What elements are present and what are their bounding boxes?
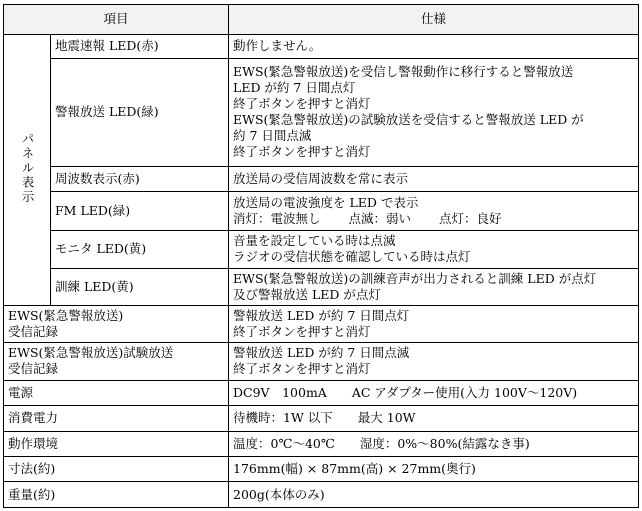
spec-cell: EWS(緊急警報放送)の訓練音声が出力されると訓練 LED が点灯 及び警報放送 LED が点灯 xyxy=(229,268,639,306)
item-cell: 動作環境 xyxy=(4,431,229,456)
fm-levels: 消灯：電波無し 点滅：弱い 点灯：良好 xyxy=(233,211,502,227)
item-cell: FM LED(緑) xyxy=(51,192,229,231)
spec-cell: 放送局の受信周波数を常に表示 xyxy=(229,166,639,191)
spec-cell: 放送局の電波強度を LED で表示 消灯：電波無し 点滅：弱い 点灯：良好 xyxy=(229,192,639,231)
item-cell: EWS(緊急警報放送)試験放送 受信記録 xyxy=(4,342,229,380)
item-cell: EWS(緊急警報放送) 受信記録 xyxy=(4,306,229,343)
spec-cell: EWS(緊急警報放送)を受信し警報動作に移行すると警報放送 LED が約 7 日間点灯 終了ボタンを押すと消灯 EWS(緊急警報放送)の試験放送を受信すると警報放送 LED が 約 7 日間点滅 終了ボタンを押すと消灯 xyxy=(229,58,639,166)
table-row xyxy=(4,342,639,380)
spec-cell: 200g(本体のみ) xyxy=(229,482,639,508)
header-spec: 仕様 xyxy=(229,5,639,35)
table-row xyxy=(4,231,639,269)
item-cell: 周波数表示(赤) xyxy=(51,166,229,191)
header-row xyxy=(4,5,639,35)
spec-cell: 温度：0℃〜40℃ 湿度：0%〜80%(結露なき事) xyxy=(229,431,639,456)
item-cell: モニタ LED(黄) xyxy=(51,231,229,269)
table-row xyxy=(4,268,639,306)
table-row xyxy=(4,34,639,58)
item-cell: 重量(約) xyxy=(4,482,229,508)
table-row xyxy=(4,457,639,482)
item-cell: 訓練 LED(黄) xyxy=(51,268,229,306)
spec-table xyxy=(3,4,639,508)
table-row xyxy=(4,380,639,405)
panel-group-label: パネル表示 xyxy=(4,34,51,306)
spec-cell: 警報放送 LED が約 7 日間点灯 終了ボタンを押すと消灯 xyxy=(229,306,639,343)
spec-cell: 待機時：1W 以下 最大 10W xyxy=(229,406,639,431)
item-cell: 寸法(約) xyxy=(4,457,229,482)
item-cell: 地震速報 LED(赤) xyxy=(51,34,229,58)
item-cell: 電源 xyxy=(4,380,229,405)
item-cell: 警報放送 LED(緑) xyxy=(51,58,229,166)
spec-cell: 176mm(幅) × 87mm(高) × 27mm(奥行) xyxy=(229,457,639,482)
item-cell: 消費電力 xyxy=(4,406,229,431)
spec-cell: DC9V 100mA AC アダプター使用(入力 100V〜120V) xyxy=(229,380,639,405)
table-row xyxy=(4,58,639,166)
table-row xyxy=(4,192,639,231)
table-row xyxy=(4,406,639,431)
table-row xyxy=(4,166,639,191)
spec-cell: 警報放送 LED が約 7 日間点滅 終了ボタンを押すと消灯 xyxy=(229,342,639,380)
spec-cell: 動作しません。 xyxy=(229,34,639,58)
spec-cell: 音量を設定している時は点滅 ラジオの受信状態を確認している時は点灯 xyxy=(229,231,639,269)
header-item: 項目 xyxy=(4,5,229,35)
table-row xyxy=(4,306,639,343)
table-row xyxy=(4,431,639,456)
table-row xyxy=(4,482,639,508)
